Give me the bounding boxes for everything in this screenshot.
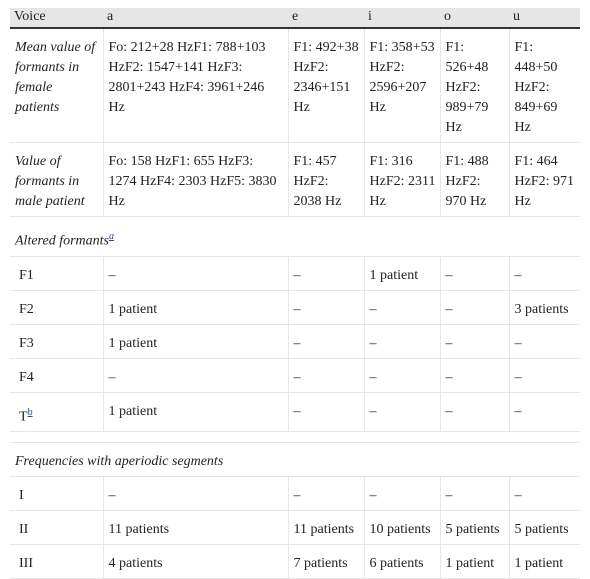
section-row	[10, 217, 580, 257]
table-cell: –	[288, 290, 364, 324]
table-row	[10, 477, 580, 511]
spacer-row	[10, 432, 580, 443]
table-cell: 11 patients	[103, 511, 288, 545]
table-cell: –	[440, 324, 509, 358]
section-row	[10, 443, 580, 477]
table-cell: –	[288, 392, 364, 432]
table-cell: –	[440, 256, 509, 290]
table-cell: –	[364, 477, 440, 511]
row-label: II	[10, 511, 103, 545]
header-i: i	[364, 8, 440, 28]
header-e: e	[288, 8, 364, 28]
row-label: F4	[10, 358, 103, 392]
table-cell: Fo: 212+28 HzF1: 788+103 HzF2: 1547+141 HzF3: 2801+243 HzF4: 3961+246 Hz	[103, 28, 288, 143]
header-row	[10, 8, 580, 28]
table-cell: 5 patients	[509, 511, 580, 545]
table-cell: 1 patient	[364, 256, 440, 290]
table-cell: –	[440, 290, 509, 324]
table-row	[10, 143, 580, 217]
header-voice: Voice	[10, 8, 103, 28]
table-cell: –	[440, 392, 509, 432]
row-label: III	[10, 545, 103, 579]
table-cell: F1: 464 HzF2: 971 Hz	[509, 143, 580, 217]
table-cell: 7 patients	[288, 545, 364, 579]
table-cell: –	[103, 477, 288, 511]
row-label: F3	[10, 324, 103, 358]
table-cell: 1 patient	[103, 392, 288, 432]
table-cell: 5 patients	[440, 511, 509, 545]
formants-table	[10, 8, 580, 579]
table-cell: F1: 457 HzF2: 2038 Hz	[288, 143, 364, 217]
table-cell: –	[509, 477, 580, 511]
table-cell: –	[440, 358, 509, 392]
table-row	[10, 256, 580, 290]
header-u: u	[509, 8, 580, 28]
table-cell: 1 patient	[509, 545, 580, 579]
table-cell: –	[440, 477, 509, 511]
header-o: o	[440, 8, 509, 28]
section-title: Frequencies with aperiodic segments	[10, 443, 580, 477]
section-title	[10, 217, 580, 257]
table-cell: F1: 316 HzF2: 2311 Hz	[364, 143, 440, 217]
table-cell: 1 patient	[103, 324, 288, 358]
table-cell: 6 patients	[364, 545, 440, 579]
footnote-link-a[interactable]: a	[108, 231, 114, 242]
row-label-text: T	[19, 409, 28, 425]
table-cell: –	[288, 477, 364, 511]
table-cell: F1: 448+50 HzF2: 849+69 Hz	[509, 28, 580, 143]
table-cell: 1 patient	[440, 545, 509, 579]
header-a: a	[103, 8, 288, 28]
formants-table-container	[10, 8, 580, 579]
table-cell: 1 patient	[103, 290, 288, 324]
row-label: Mean value of formants in female patients	[10, 28, 103, 143]
table-row	[10, 511, 580, 545]
table-cell: F1: 526+48 HzF2: 989+79 Hz	[440, 28, 509, 143]
table-cell: –	[509, 392, 580, 432]
table-cell: F1: 492+38 HzF2: 2346+151 Hz	[288, 28, 364, 143]
table-cell: –	[103, 256, 288, 290]
table-cell: –	[288, 358, 364, 392]
row-label	[10, 392, 103, 432]
table-cell: –	[509, 256, 580, 290]
table-row	[10, 28, 580, 143]
table-row	[10, 545, 580, 579]
footnote-link-b[interactable]: b	[27, 406, 33, 418]
table-cell: –	[364, 290, 440, 324]
table-cell: –	[364, 324, 440, 358]
table-cell: –	[288, 324, 364, 358]
table-cell: –	[103, 358, 288, 392]
row-label: F2	[10, 290, 103, 324]
table-cell: Fo: 158 HzF1: 655 HzF3: 1274 HzF4: 2303 HzF5: 3830 Hz	[103, 143, 288, 217]
table-cell: –	[288, 256, 364, 290]
table-cell: F1: 358+53 HzF2: 2596+207 Hz	[364, 28, 440, 143]
table-cell: 3 patients	[509, 290, 580, 324]
row-label: Value of formants in male patient	[10, 143, 103, 217]
table-cell: 11 patients	[288, 511, 364, 545]
row-label: I	[10, 477, 103, 511]
row-label: F1	[10, 256, 103, 290]
table-cell: 4 patients	[103, 545, 288, 579]
table-cell: –	[364, 392, 440, 432]
table-row	[10, 290, 580, 324]
table-cell: F1: 488 HzF2: 970 Hz	[440, 143, 509, 217]
table-cell: –	[364, 358, 440, 392]
table-row	[10, 358, 580, 392]
table-cell: –	[509, 358, 580, 392]
section-title-text: Altered formants	[15, 233, 109, 249]
table-row	[10, 324, 580, 358]
table-row	[10, 392, 580, 432]
table-cell: 10 patients	[364, 511, 440, 545]
table-cell: –	[509, 324, 580, 358]
